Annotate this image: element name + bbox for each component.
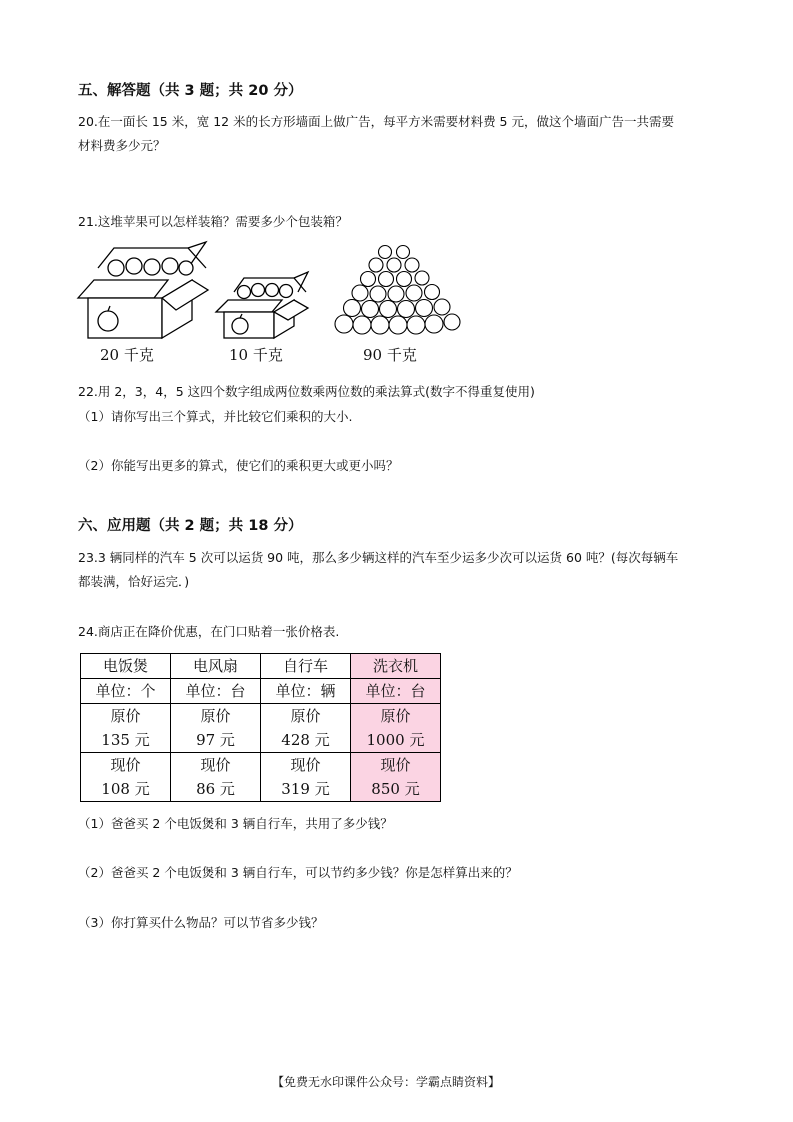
item-name: 自行车 [261, 654, 351, 679]
current-price-label: 现价 [290, 756, 321, 774]
item-unit: 单位：台 [351, 679, 441, 704]
q21-figure [76, 238, 476, 342]
table-row [81, 654, 441, 679]
apple-pile-icon [335, 246, 460, 335]
original-price-label: 原价 [110, 707, 141, 725]
table-row [81, 679, 441, 704]
current-price-cell [171, 753, 261, 802]
original-price-value: 1000 元 [366, 731, 425, 749]
original-price-value: 428 元 [281, 731, 330, 749]
label-big-box: 20 千克 [100, 346, 154, 364]
original-price-label: 原价 [200, 707, 231, 725]
current-price-cell [351, 753, 441, 802]
small-box-icon [216, 272, 308, 338]
table-row [81, 704, 441, 753]
current-price-label: 现价 [110, 756, 141, 774]
current-price-value: 86 元 [196, 780, 235, 798]
current-price-label: 现价 [380, 756, 411, 774]
original-price-cell [351, 704, 441, 753]
item-unit: 单位：个 [81, 679, 171, 704]
q22-sub1: （1）请你写出三个算式，并比较它们乘积的大小. [78, 409, 353, 424]
item-unit: 单位：辆 [261, 679, 351, 704]
section-title-six: 六、应用题（共 2 题；共 18 分） [78, 518, 303, 534]
item-name: 电风扇 [171, 654, 261, 679]
original-price-label: 原价 [380, 707, 411, 725]
q23-line2: 都装满，恰好运完．) [78, 574, 190, 589]
current-price-value: 850 元 [371, 780, 420, 798]
big-box-icon [78, 242, 208, 338]
original-price-cell [261, 704, 351, 753]
original-price-label: 原价 [290, 707, 321, 725]
current-price-cell [261, 753, 351, 802]
footer-note: 【免费无水印课件公众号：学霸点睛资料】 [272, 1075, 501, 1089]
q20-line2: 材料费多少元？ [78, 138, 166, 153]
current-price-label: 现价 [200, 756, 231, 774]
q24-text: 24.商店正在降价优惠，在门口贴着一张价格表. [78, 624, 340, 639]
original-price-cell [171, 704, 261, 753]
q23-line1: 23.3 辆同样的汽车 5 次可以运货 90 吨，那么多少辆这样的汽车至少运多少次可以运货 60 吨？(每次每辆车 [78, 550, 679, 565]
q24-sub3: （3）你打算买什么物品？可以节省多少钱？ [78, 915, 324, 930]
item-name: 电饭煲 [81, 654, 171, 679]
label-apple-pile: 90 千克 [363, 346, 417, 364]
q22-text: 22.用 2，3，4，5 这四个数字组成两位数乘两位数的乘法算式(数字不得重复使用) [78, 384, 535, 399]
item-name: 洗衣机 [351, 654, 441, 679]
original-price-value: 135 元 [101, 731, 150, 749]
label-small-box: 10 千克 [229, 346, 283, 364]
q24-sub2: （2）爸爸买 2 个电饭煲和 3 辆自行车，可以节约多少钱？你是怎样算出来的？ [78, 865, 518, 880]
original-price-value: 97 元 [196, 731, 235, 749]
original-price-cell [81, 704, 171, 753]
q22-sub2: （2）你能写出更多的算式，使它们的乘积更大或更小吗？ [78, 458, 399, 473]
current-price-value: 108 元 [101, 780, 150, 798]
q24-sub1: （1）爸爸买 2 个电饭煲和 3 辆自行车，共用了多少钱？ [78, 816, 393, 831]
current-price-value: 319 元 [281, 780, 330, 798]
current-price-cell [81, 753, 171, 802]
item-unit: 单位：台 [171, 679, 261, 704]
q21-text: 21.这堆苹果可以怎样装箱？需要多少个包装箱？ [78, 214, 348, 229]
q20-line1: 20.在一面长 15 米，宽 12 米的长方形墙面上做广告，每平方米需要材料费 5 元，做这个墙面广告一共需要 [78, 114, 674, 129]
section-title-five: 五、解答题（共 3 题；共 20 分） [78, 83, 303, 99]
table-row [81, 753, 441, 802]
price-table [80, 653, 441, 802]
